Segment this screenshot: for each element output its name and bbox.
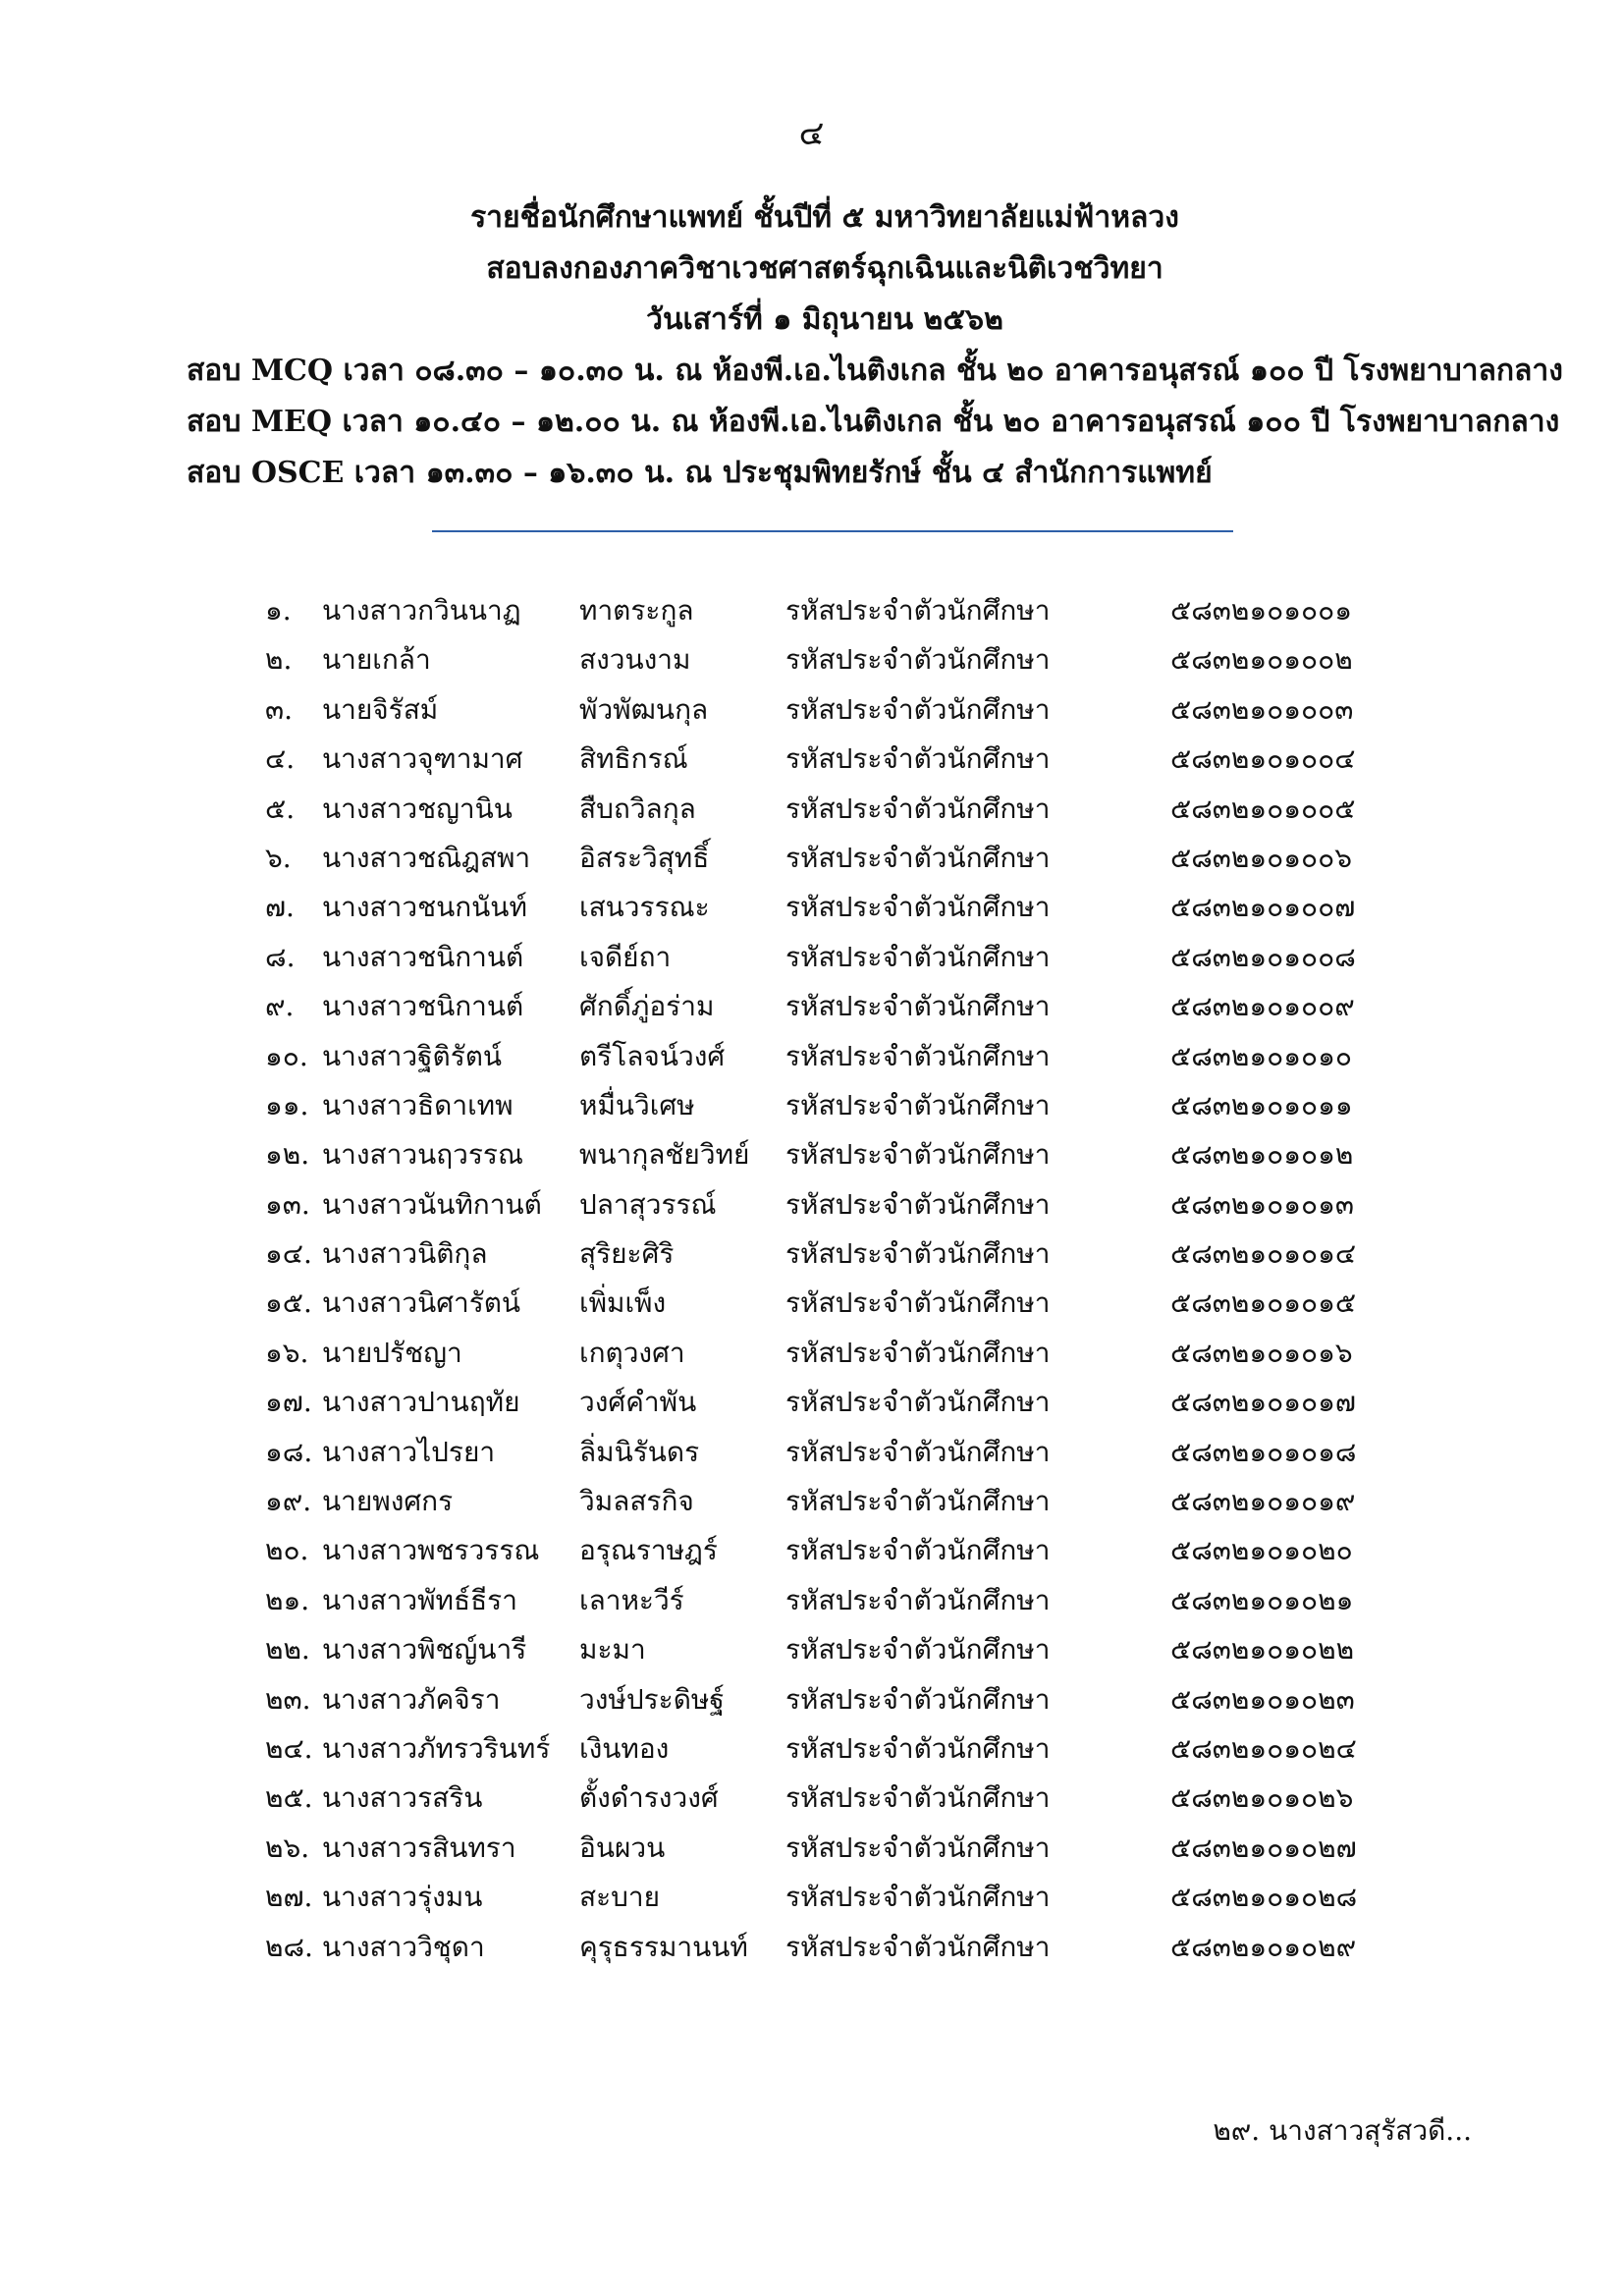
student-row bbox=[265, 586, 1394, 635]
student-id-label: รหัสประจำตัวนักศึกษา bbox=[785, 1088, 1051, 1121]
student-number: ๑๑. bbox=[265, 1088, 309, 1121]
student-number: ๒. bbox=[265, 643, 293, 677]
student-id-label: รหัสประจำตัวนักศึกษา bbox=[785, 1138, 1051, 1172]
student-first-name: นางสาวปานฤทัย bbox=[322, 1386, 520, 1419]
student-last-name: เงินทอง bbox=[579, 1731, 670, 1765]
student-first-name: นายพงศกร bbox=[322, 1485, 454, 1518]
student-id-label: รหัสประจำตัวนักศึกษา bbox=[785, 1187, 1051, 1221]
student-row bbox=[265, 1477, 1394, 1526]
student-number: ๒๗. bbox=[265, 1881, 313, 1914]
header-date-line: วันเสาร์ที่ ๑ มิถุนายน ๒๕๖๒ bbox=[646, 302, 1003, 337]
student-first-name: นางสาวรสินทรา bbox=[322, 1831, 516, 1864]
student-last-name: สงวนงาม bbox=[579, 643, 691, 677]
student-first-name: นางสาวนฤวรรณ bbox=[322, 1138, 523, 1172]
student-row bbox=[265, 933, 1394, 982]
student-id: ๕๘๓๒๑๐๑๐๐๕ bbox=[1170, 792, 1356, 825]
student-last-name: อรุณราษฎร์ bbox=[579, 1534, 718, 1567]
student-first-name: นางสาวชนิกานต์ bbox=[322, 940, 524, 973]
student-first-name: นางสาวพิชญ์นารี bbox=[322, 1633, 527, 1667]
student-row bbox=[265, 785, 1394, 834]
student-number: ๒๕. bbox=[265, 1781, 313, 1815]
student-first-name: นางสาวนิศารัตน์ bbox=[322, 1286, 521, 1320]
student-id-label: รหัสประจำตัวนักศึกษา bbox=[785, 1682, 1051, 1716]
exam-schedule-line: สอบ MEQ เวลา ๑๐.๔๐ – ๑๒.๐๐ น. ณ ห้องพี.เอ.ไนติงเกล ชั้น ๒๐ อาคารอนุสรณ์ ๑๐๐ ปี โรงพยาบาลกลาง bbox=[187, 405, 1560, 439]
student-row bbox=[265, 1526, 1394, 1575]
student-row bbox=[265, 1824, 1394, 1873]
next-page-reference: ๒๙. นางสาวสุรัสวดี... bbox=[1213, 2114, 1472, 2147]
student-number: ๘. bbox=[265, 940, 296, 973]
student-id: ๕๘๓๒๑๐๑๐๒๐ bbox=[1170, 1534, 1353, 1567]
student-first-name: นางสาวภัคจิรา bbox=[322, 1682, 501, 1716]
student-number: ๑๒. bbox=[265, 1138, 310, 1172]
student-id-label: รหัสประจำตัวนักศึกษา bbox=[785, 990, 1051, 1023]
student-first-name: นางสาวรสริน bbox=[322, 1781, 483, 1815]
student-number: ๑๐. bbox=[265, 1039, 308, 1072]
student-last-name: พนากุลชัยวิทย์ bbox=[579, 1138, 750, 1172]
student-id: ๕๘๓๒๑๐๑๐๒๗ bbox=[1170, 1831, 1357, 1864]
student-number: ๓. bbox=[265, 692, 294, 726]
student-row bbox=[265, 1081, 1394, 1130]
student-id-label: รหัสประจำตัวนักศึกษา bbox=[785, 1485, 1051, 1518]
student-id-label: รหัสประจำตัวนักศึกษา bbox=[785, 1781, 1051, 1815]
student-row bbox=[265, 1724, 1394, 1774]
student-last-name: เพิ่มเพ็ง bbox=[579, 1286, 667, 1320]
student-number: ๕. bbox=[265, 792, 296, 825]
student-last-name: เจดีย์ถา bbox=[579, 940, 672, 973]
student-id-label: รหัสประจำตัวนักศึกษา bbox=[785, 1831, 1051, 1864]
student-row bbox=[265, 883, 1394, 932]
student-id-label: รหัสประจำตัวนักศึกษา bbox=[785, 742, 1051, 776]
student-row bbox=[265, 982, 1394, 1031]
exam-schedule-line: สอบ OSCE เวลา ๑๓.๓๐ – ๑๖.๓๐ น. ณ ประชุมพิทยรักษ์ ชั้น ๔ สำนักการแพทย์ bbox=[187, 456, 1213, 490]
student-last-name: วงศ์คำพัน bbox=[579, 1386, 697, 1419]
student-id-label: รหัสประจำตัวนักศึกษา bbox=[785, 841, 1051, 874]
student-id: ๕๘๓๒๑๐๑๐๑๖ bbox=[1170, 1336, 1353, 1369]
student-last-name: ตั้งดำรงวงศ์ bbox=[579, 1781, 719, 1815]
student-number: ๑๓. bbox=[265, 1187, 310, 1221]
student-last-name: พัวพัฒนกุล bbox=[579, 692, 709, 726]
student-number: ๒๓. bbox=[265, 1682, 311, 1716]
student-number: ๑๘. bbox=[265, 1435, 313, 1468]
student-id: ๕๘๓๒๑๐๑๐๐๑ bbox=[1170, 594, 1352, 627]
page-number: ๔ bbox=[798, 114, 825, 153]
student-id: ๕๘๓๒๑๐๑๐๑๑ bbox=[1170, 1088, 1353, 1121]
student-list bbox=[265, 586, 1394, 1972]
student-last-name: สืบถวิลกุล bbox=[579, 792, 696, 825]
student-row bbox=[265, 1625, 1394, 1674]
student-id: ๕๘๓๒๑๐๑๐๒๑ bbox=[1170, 1583, 1354, 1616]
student-first-name: นางสาวไปรยา bbox=[322, 1435, 496, 1468]
student-row bbox=[265, 1428, 1394, 1477]
student-last-name: วิมลสรกิจ bbox=[579, 1485, 694, 1518]
student-last-name: อิสระวิสุทธิ์ bbox=[579, 841, 710, 874]
student-first-name: นางสาวฐิติรัตน์ bbox=[322, 1039, 503, 1072]
student-last-name: ตรีโลจน์วงศ์ bbox=[579, 1039, 726, 1072]
student-first-name: นางสาวชนิกานต์ bbox=[322, 990, 524, 1023]
document-header bbox=[187, 192, 1563, 499]
student-first-name: นางสาวชญานิน bbox=[322, 792, 513, 825]
student-id-label: รหัสประจำตัวนักศึกษา bbox=[785, 1237, 1051, 1271]
student-id: ๕๘๓๒๑๐๑๐๑๕ bbox=[1170, 1286, 1357, 1320]
student-id-label: รหัสประจำตัวนักศึกษา bbox=[785, 1286, 1051, 1320]
student-first-name: นางสาวชนกนันท์ bbox=[322, 891, 527, 924]
student-id-label: รหัสประจำตัวนักศึกษา bbox=[785, 692, 1051, 726]
student-row bbox=[265, 1675, 1394, 1724]
student-last-name: คุรุธรรมานนท์ bbox=[579, 1930, 748, 1963]
student-row bbox=[265, 685, 1394, 735]
student-id: ๕๘๓๒๑๐๑๐๒๘ bbox=[1170, 1881, 1358, 1914]
student-last-name: สุริยะศิริ bbox=[579, 1237, 675, 1271]
student-last-name: ปลาสุวรรณ์ bbox=[579, 1187, 717, 1221]
student-last-name: ทาตระกูล bbox=[579, 594, 694, 627]
student-id: ๕๘๓๒๑๐๑๐๑๔ bbox=[1170, 1237, 1357, 1271]
student-id: ๕๘๓๒๑๐๑๐๑๒ bbox=[1170, 1138, 1354, 1172]
student-id: ๕๘๓๒๑๐๑๐๐๒ bbox=[1170, 643, 1353, 677]
student-first-name: นายเกล้า bbox=[322, 643, 431, 677]
student-number: ๒๔. bbox=[265, 1731, 313, 1765]
student-last-name: เกตุวงศา bbox=[579, 1336, 685, 1369]
student-number: ๑๔. bbox=[265, 1237, 312, 1271]
student-row bbox=[265, 635, 1394, 684]
student-last-name: ลิ่มนิรันดร bbox=[579, 1435, 700, 1468]
student-last-name: สะบาย bbox=[579, 1881, 661, 1914]
student-id: ๕๘๓๒๑๐๑๐๑๓ bbox=[1170, 1187, 1355, 1221]
header-title-line: รายชื่อนักศึกษาแพทย์ ชั้นปีที่ ๕ มหาวิทยาลัยแม่ฟ้าหลวง bbox=[470, 200, 1179, 235]
student-id-label: รหัสประจำตัวนักศึกษา bbox=[785, 1633, 1051, 1667]
student-id-label: รหัสประจำตัวนักศึกษา bbox=[785, 1336, 1051, 1369]
student-row bbox=[265, 1774, 1394, 1823]
student-first-name: นางสาวชณิฎสพา bbox=[322, 841, 531, 874]
student-id-label: รหัสประจำตัวนักศึกษา bbox=[785, 1534, 1051, 1567]
student-id-label: รหัสประจำตัวนักศึกษา bbox=[785, 594, 1051, 627]
student-id: ๕๘๓๒๑๐๑๐๑๗ bbox=[1170, 1386, 1356, 1419]
student-id: ๕๘๓๒๑๐๑๐๒๔ bbox=[1170, 1731, 1357, 1765]
student-id-label: รหัสประจำตัวนักศึกษา bbox=[785, 891, 1051, 924]
header-divider bbox=[432, 530, 1233, 532]
student-id: ๕๘๓๒๑๐๑๐๐๖ bbox=[1170, 841, 1352, 874]
student-id-label: รหัสประจำตัวนักศึกษา bbox=[785, 643, 1051, 677]
student-first-name: นางสาวนิติกุล bbox=[322, 1237, 488, 1271]
student-id-label: รหัสประจำตัวนักศึกษา bbox=[785, 1930, 1051, 1963]
student-row bbox=[265, 735, 1394, 784]
student-id: ๕๘๓๒๑๐๑๐๐๗ bbox=[1170, 891, 1356, 924]
student-row bbox=[265, 1873, 1394, 1922]
student-first-name: นายจิรัสม์ bbox=[322, 692, 439, 726]
student-id: ๕๘๓๒๑๐๑๐๐๙ bbox=[1170, 990, 1355, 1023]
student-id-label: รหัสประจำตัวนักศึกษา bbox=[785, 940, 1051, 973]
student-number: ๑๖. bbox=[265, 1336, 309, 1369]
student-number: ๑. bbox=[265, 594, 292, 627]
student-number: ๖. bbox=[265, 841, 292, 874]
student-last-name: เลาหะวีร์ bbox=[579, 1583, 684, 1616]
header-title-line: สอบลงกองภาควิชาเวชศาสตร์ฉุกเฉินและนิติเวชวิทยา bbox=[486, 251, 1163, 286]
student-first-name: นางสาววิชุดา bbox=[322, 1930, 485, 1963]
student-last-name: วงษ์ประดิษฐ์ bbox=[579, 1682, 725, 1716]
student-id: ๕๘๓๒๑๐๑๐๐๘ bbox=[1170, 940, 1356, 973]
student-number: ๔. bbox=[265, 742, 296, 776]
student-row bbox=[265, 1130, 1394, 1179]
student-first-name: นางสาวนันทิกานต์ bbox=[322, 1187, 542, 1221]
student-first-name: นายปรัชญา bbox=[322, 1336, 462, 1369]
student-row bbox=[265, 1032, 1394, 1081]
student-id: ๕๘๓๒๑๐๑๐๒๓ bbox=[1170, 1682, 1355, 1716]
student-id-label: รหัสประจำตัวนักศึกษา bbox=[785, 1435, 1051, 1468]
student-number: ๑๕. bbox=[265, 1286, 312, 1320]
student-id-label: รหัสประจำตัวนักศึกษา bbox=[785, 792, 1051, 825]
student-row bbox=[265, 1378, 1394, 1427]
student-first-name: นางสาวรุ่งมน bbox=[322, 1881, 483, 1914]
student-row bbox=[265, 1576, 1394, 1625]
student-last-name: เสนวรรณะ bbox=[579, 891, 710, 924]
student-id: ๕๘๓๒๑๐๑๐๒๖ bbox=[1170, 1781, 1354, 1815]
student-last-name: มะมา bbox=[579, 1633, 646, 1667]
student-id: ๕๘๓๒๑๐๑๐๐๔ bbox=[1170, 742, 1356, 776]
student-last-name: อินผวน bbox=[579, 1831, 666, 1864]
student-number: ๒๒. bbox=[265, 1633, 310, 1667]
student-id: ๕๘๓๒๑๐๑๐๑๙ bbox=[1170, 1485, 1356, 1518]
student-last-name: สิทธิกรณ์ bbox=[579, 742, 688, 776]
student-row bbox=[265, 1279, 1394, 1328]
student-first-name: นางสาวพัทธ์ธีรา bbox=[322, 1583, 517, 1616]
student-first-name: นางสาวธิดาเทพ bbox=[322, 1088, 514, 1121]
student-first-name: นางสาวจุฑามาศ bbox=[322, 742, 523, 776]
student-number: ๑๗. bbox=[265, 1386, 312, 1419]
student-row bbox=[265, 834, 1394, 883]
student-id: ๕๘๓๒๑๐๑๐๑๘ bbox=[1170, 1435, 1357, 1468]
student-number: ๑๙. bbox=[265, 1485, 312, 1518]
student-id-label: รหัสประจำตัวนักศึกษา bbox=[785, 1731, 1051, 1765]
student-number: ๗. bbox=[265, 891, 295, 924]
student-last-name: ศักดิ์ภู่อร่าม bbox=[579, 990, 715, 1023]
student-id-label: รหัสประจำตัวนักศึกษา bbox=[785, 1881, 1051, 1914]
student-number: ๒๖. bbox=[265, 1831, 310, 1864]
student-id-label: รหัสประจำตัวนักศึกษา bbox=[785, 1386, 1051, 1419]
student-number: ๒๘. bbox=[265, 1930, 313, 1963]
student-number: ๙. bbox=[265, 990, 295, 1023]
student-first-name: นางสาวพชรวรรณ bbox=[322, 1534, 540, 1567]
student-row bbox=[265, 1923, 1394, 1972]
student-row bbox=[265, 1329, 1394, 1378]
student-number: ๒๐. bbox=[265, 1534, 309, 1567]
student-id-label: รหัสประจำตัวนักศึกษา bbox=[785, 1583, 1051, 1616]
student-id: ๕๘๓๒๑๐๑๐๒๙ bbox=[1170, 1930, 1357, 1963]
student-first-name: นางสาวกวินนาฏ bbox=[322, 594, 521, 627]
student-row bbox=[265, 1230, 1394, 1279]
student-row bbox=[265, 1180, 1394, 1230]
student-number: ๒๑. bbox=[265, 1583, 310, 1616]
student-id: ๕๘๓๒๑๐๑๐๐๓ bbox=[1170, 692, 1354, 726]
student-id: ๕๘๓๒๑๐๑๐๒๒ bbox=[1170, 1633, 1355, 1667]
student-last-name: หมื่นวิเศษ bbox=[579, 1088, 695, 1121]
student-id: ๕๘๓๒๑๐๑๐๑๐ bbox=[1170, 1039, 1352, 1072]
student-first-name: นางสาวภัทรวรินทร์ bbox=[322, 1731, 551, 1765]
student-id-label: รหัสประจำตัวนักศึกษา bbox=[785, 1039, 1051, 1072]
exam-schedule-line: สอบ MCQ เวลา ๐๘.๓๐ – ๑๐.๓๐ น. ณ ห้องพี.เอ.ไนติงเกล ชั้น ๒๐ อาคารอนุสรณ์ ๑๐๐ ปี โรงพยาบาลกลาง bbox=[187, 354, 1563, 388]
